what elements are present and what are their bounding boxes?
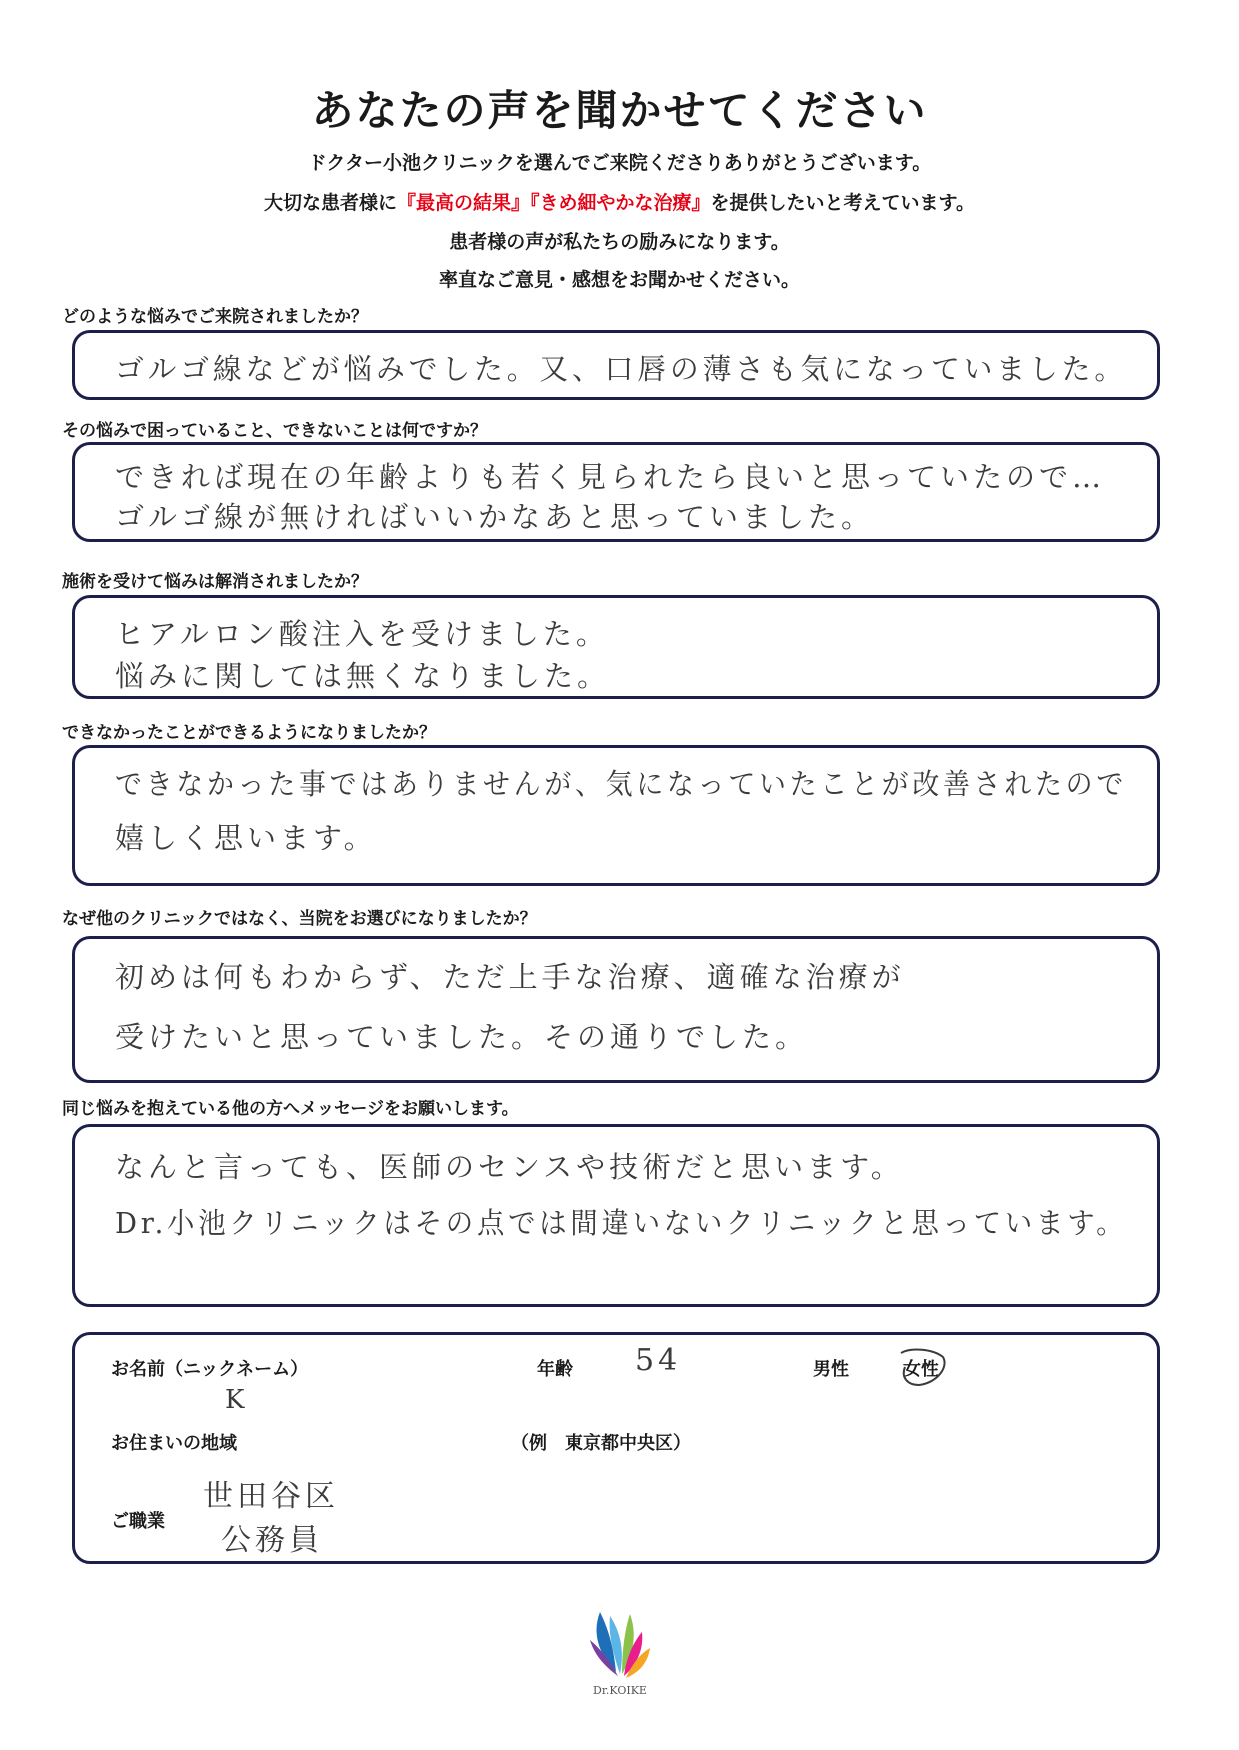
page-title: あなたの声を聞かせてください — [311, 86, 928, 135]
name-value[interactable]: K — [225, 1385, 249, 1415]
intro-line-2-pre: 大切な患者様に — [263, 192, 397, 214]
question-2: その悩みで困っていること、できないことは何ですか？ — [62, 421, 487, 441]
intro-line-2 — [0, 188, 1239, 215]
circle-mark-icon — [893, 1343, 953, 1391]
answer-2-line-1: できれば現在の年齢よりも若く見られたら良いと思っていたので… — [115, 460, 1106, 494]
answer-box-6[interactable] — [72, 1124, 1160, 1307]
area-value[interactable]: 世田谷区 — [203, 1479, 339, 1514]
answer-6-line-2: Dr.小池クリニックはその点では間違いないクリニックと思っています。 — [115, 1206, 1128, 1240]
answer-box-5[interactable] — [72, 936, 1160, 1083]
name-label: お名前（ニックネーム） — [111, 1359, 309, 1380]
female-option[interactable] — [903, 1355, 939, 1381]
female-label: 女性 — [903, 1359, 939, 1380]
logo-text: Dr.KOIKE — [593, 1684, 647, 1697]
job-value[interactable]: 公務員 — [221, 1523, 323, 1558]
answer-box-3[interactable] — [72, 595, 1160, 699]
question-6: 同じ悩みを抱えている他の方へメッセージをお願いします。 — [62, 1099, 519, 1119]
answer-box-4[interactable] — [72, 745, 1160, 886]
question-3: 施術を受けて悩みは解消されましたか？ — [62, 572, 368, 592]
intro-line-3: 患者様の声が私たちの励みになります。 — [449, 231, 790, 253]
intro-line-2-post: を提供したいと考えています。 — [710, 192, 975, 214]
area-example: （例 東京都中央区） — [511, 1433, 691, 1454]
intro-line-1: ドクター小池クリニックを選んでご来院くださりありがとうございます。 — [307, 152, 932, 174]
male-option[interactable]: 男性 — [813, 1359, 849, 1380]
question-1: どのような悩みでご来院されましたか？ — [62, 307, 368, 327]
job-label: ご職業 — [111, 1511, 165, 1532]
question-4: できなかったことができるようになりましたか？ — [62, 723, 436, 743]
intro-line-2-highlight: 『最高の結果』『きめ細やかな治療』 — [397, 192, 711, 214]
intro-line-4: 率直なご意見・感想をお聞かせください。 — [438, 269, 800, 291]
answer-1-line-1: ゴルゴ線などが悩みでした。又、口唇の薄さも気になっていました。 — [115, 352, 1128, 386]
answer-3-line-1: ヒアルロン酸注入を受けました。 — [115, 617, 609, 651]
age-value[interactable]: 54 — [635, 1343, 682, 1378]
feather-logo-icon — [570, 1602, 670, 1682]
answer-box-1[interactable] — [72, 330, 1160, 400]
age-label: 年齢 — [537, 1359, 573, 1380]
answer-2-line-2: ゴルゴ線が無ければいいかなあと思っていました。 — [115, 500, 875, 534]
answer-6-line-1: なんと言っても、医師のセンスや技術だと思います。 — [115, 1150, 904, 1184]
answer-4-line-1: できなかった事ではありませんが、気になっていたことが改善されたので — [115, 767, 1128, 801]
answer-box-2[interactable] — [72, 442, 1160, 542]
area-label: お住まいの地域 — [111, 1433, 237, 1454]
answer-4-line-2: 嬉しく思います。 — [115, 821, 377, 855]
answer-5-line-1: 初めは何もわからず、ただ上手な治療、適確な治療が — [115, 960, 905, 994]
profile-box — [72, 1332, 1160, 1564]
question-5: なぜ他のクリニックではなく、当院をお選びになりましたか？ — [62, 909, 537, 929]
answer-3-line-2: 悩みに関しては無くなりました。 — [115, 659, 611, 693]
answer-5-line-2: 受けたいと思っていました。その通りでした。 — [115, 1020, 809, 1054]
